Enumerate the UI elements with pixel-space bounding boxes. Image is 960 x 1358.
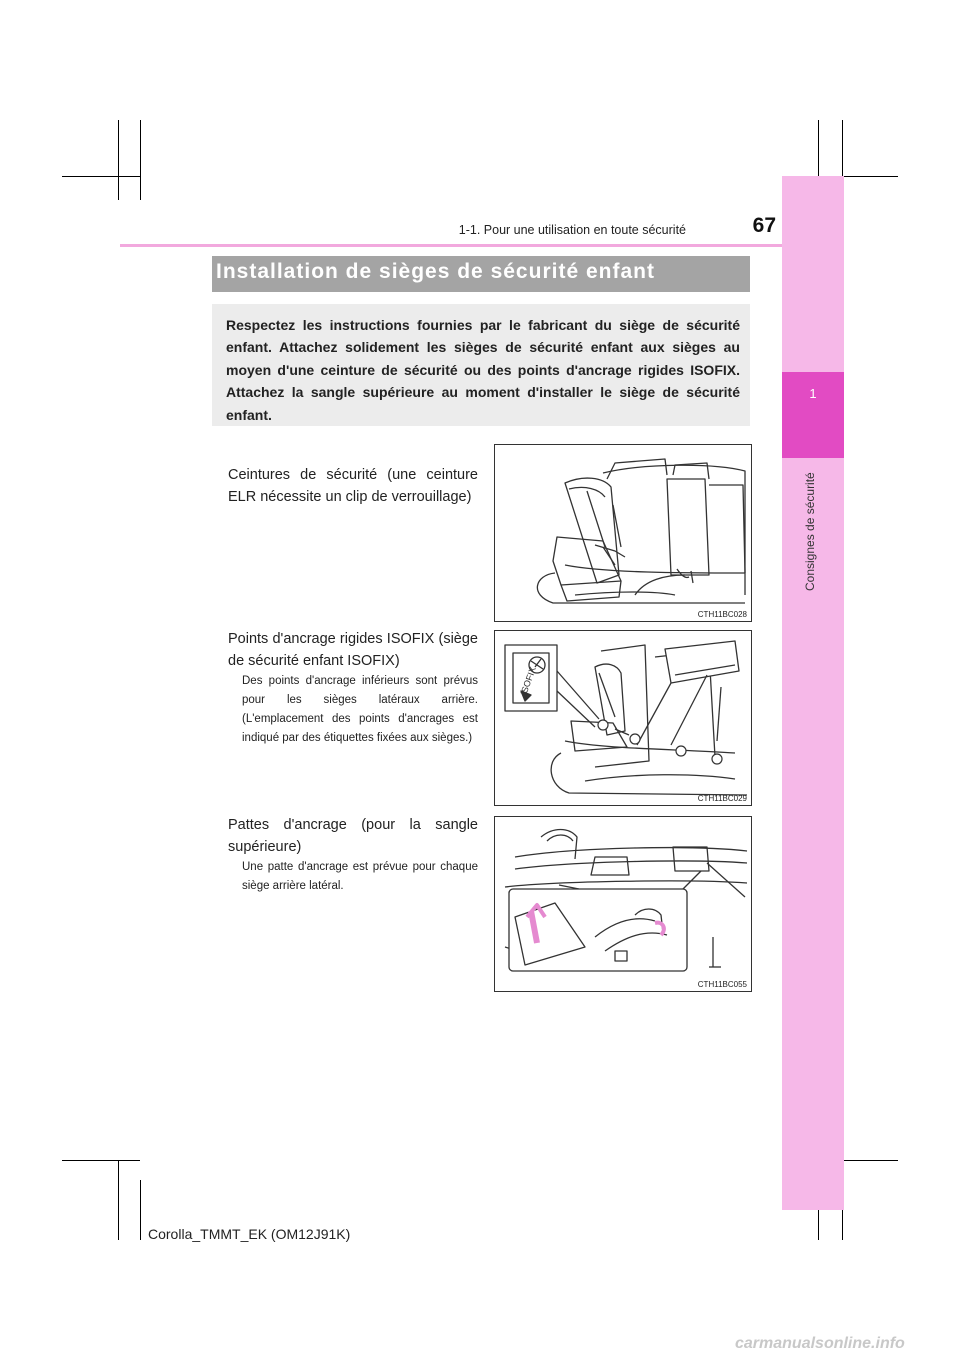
anchor-illustration	[495, 817, 751, 991]
page-title: Installation de sièges de sécurité enfant	[216, 260, 655, 283]
item-title-isofix: Points d'ancrage rigides ISOFIX (siège de sécurité enfant ISOFIX)	[228, 631, 478, 669]
item-desc-isofix: Des points d'ancrage inférieurs sont prévus pour les sièges latéraux arrière. (L'emplacement des points d'ancrages est indiqué par des étiquettes fixées aux sièges.)	[242, 675, 478, 744]
figure-anchor	[494, 816, 752, 992]
crop-mark	[118, 1160, 119, 1240]
item-title-seatbelt: Ceintures de sécurité (une ceinture ELR nécessite un clip de verrouillage)	[228, 467, 478, 505]
figure-isofix	[494, 630, 752, 806]
figure-code: CTH11BC055	[697, 980, 747, 989]
crop-mark	[62, 176, 140, 177]
figure-code: CTH11BC029	[697, 794, 747, 803]
crop-mark	[140, 120, 141, 200]
running-header: 1-1. Pour une utilisation en toute sécurité	[458, 223, 686, 237]
figure-code: CTH11BC028	[697, 610, 747, 619]
chapter-number: 1	[809, 386, 817, 401]
crop-mark	[140, 1180, 141, 1240]
footer-text: Corolla_TMMT_EK (OM12J91K)	[148, 1226, 351, 1242]
chapter-label: Consignes de sécurité	[803, 472, 817, 591]
item-desc-anchor: Une patte d'ancrage est prévue pour chaque siège arrière latéral.	[242, 861, 478, 892]
chapter-number-box	[782, 372, 844, 458]
seatbelt-illustration	[495, 445, 751, 621]
isofix-illustration	[495, 631, 751, 805]
isofix-label-text: ISOFIX	[518, 665, 538, 697]
watermark: carmanualsonline.info	[735, 1335, 905, 1352]
intro-text: Respectez les instructions fournies par le fabricant du siège de sécurité enfant. Attachez solidement les sièges de sécurité enfant aux sièges au moyen d'une ceinture de sécurité ou des points d'ancrage rigides ISOFIX. Attachez la sangle supérieure au moment d'installer le siège de sécurité enfant.	[226, 317, 740, 423]
item-title-anchor: Pattes d'ancrage (pour la sangle supérieure)	[228, 817, 478, 855]
page-number: 67	[752, 214, 776, 237]
crop-mark	[62, 1160, 140, 1161]
header-rule	[120, 244, 782, 247]
figure-seatbelt	[494, 444, 752, 622]
crop-mark	[118, 120, 119, 200]
chapter-side-tab	[782, 176, 844, 1210]
